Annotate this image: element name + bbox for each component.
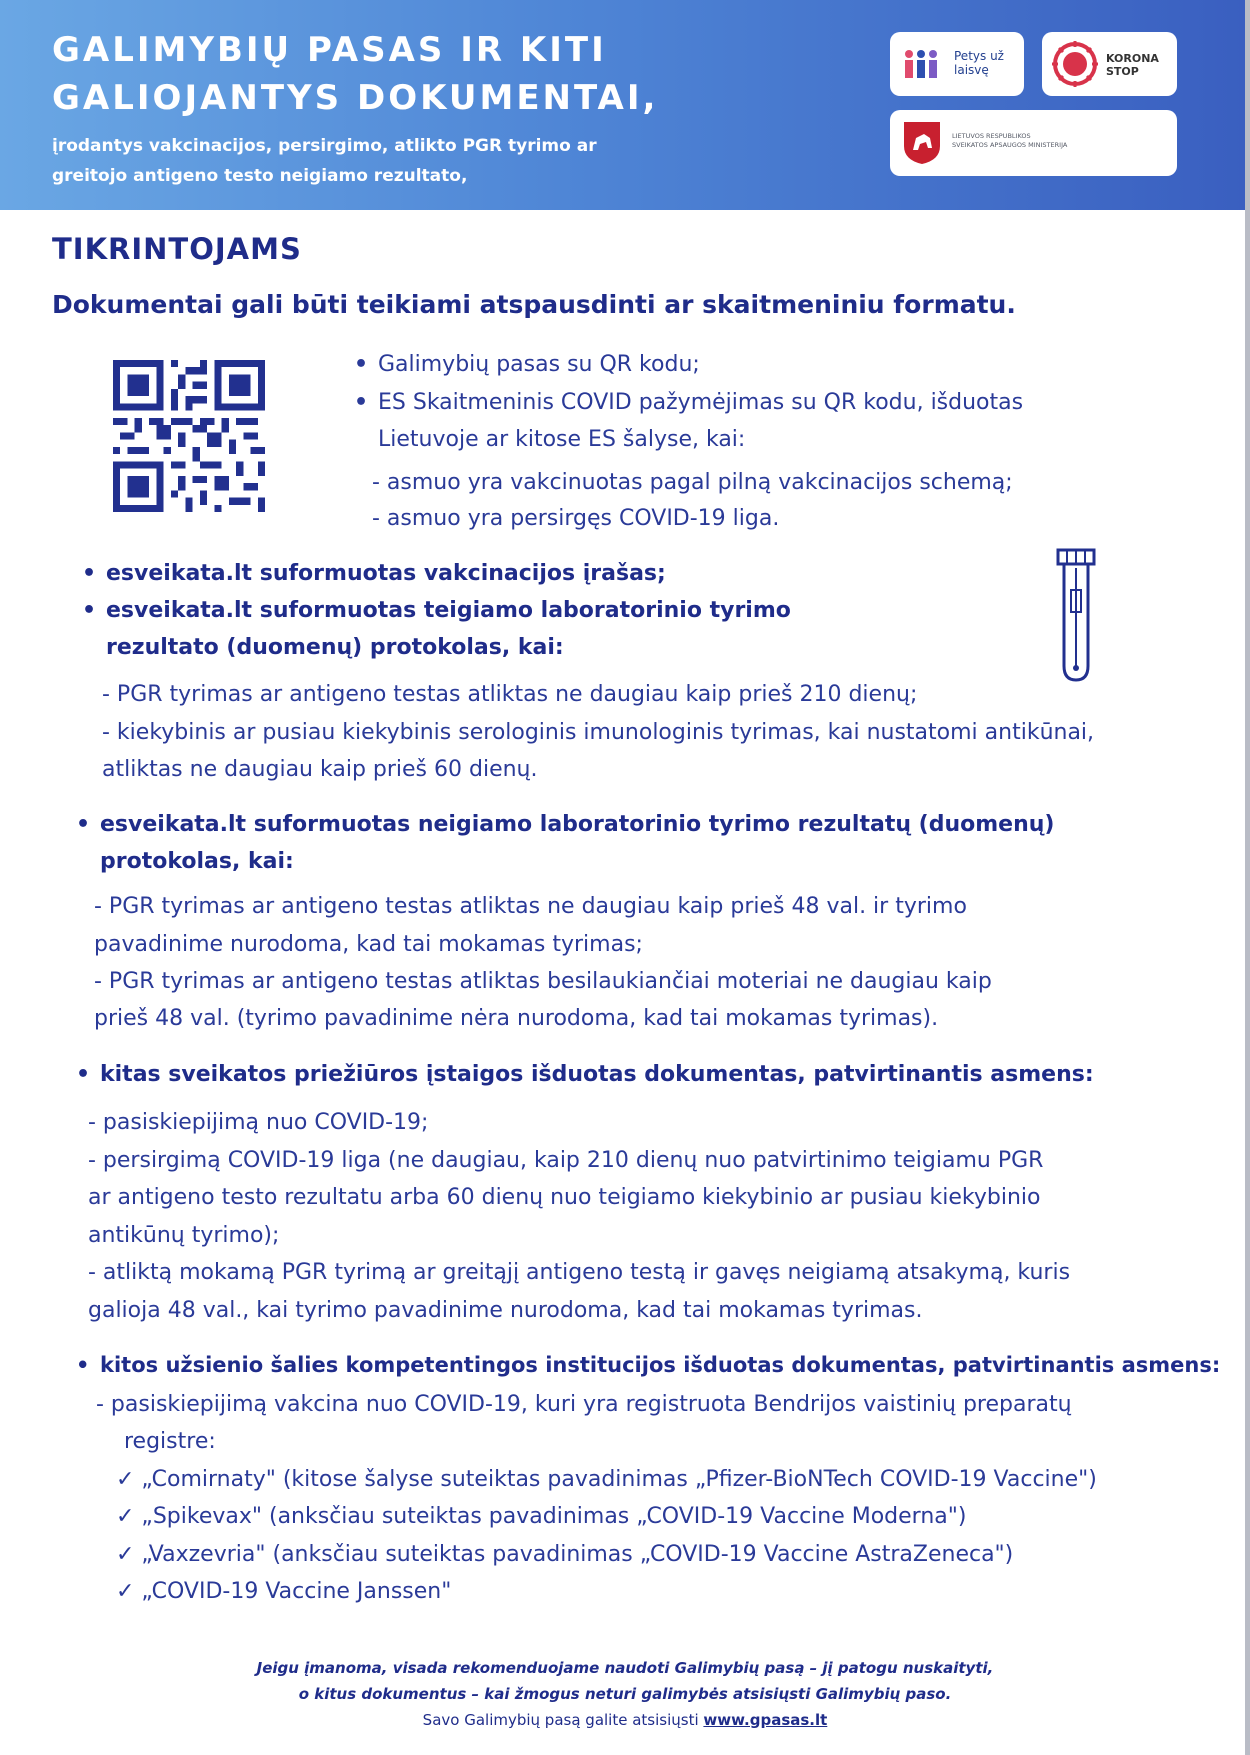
- negative-dash-1-line1: - PGR tyrimas ar antigeno testas atliktas ne daugiau kaip prieš 48 val. ir tyrimo: [94, 894, 967, 919]
- qr-bullet-1: • Galimybių pasas su QR kodu;: [378, 350, 700, 380]
- institution-dash-3-line2: galioja 48 val., kai tyrimo pavadinime nurodoma, kad tai mokamas tyrimas.: [88, 1298, 923, 1323]
- qr-code-icon: [113, 360, 265, 512]
- institution-dash-2-line1: - persirgimą COVID-19 liga (ne daugiau, kaip 210 dienų nuo patvirtinimo teigiamu PGR: [88, 1148, 1044, 1173]
- header-subtitle-line2: greitojo antigeno testo neigiamo rezultato,: [52, 166, 468, 186]
- people-icon: [902, 46, 946, 82]
- foreign-dash-line2: registre:: [124, 1429, 216, 1454]
- vaccine-item: ✓ „Spikevax" (anksčiau suteiktas pavadinimas „COVID-19 Vaccine Moderna"): [116, 1504, 967, 1529]
- header-subtitle-line1: įrodantys vakcinacijos, persirgimo, atlikto PGR tyrimo ar: [52, 136, 597, 156]
- qr-dash-1: - asmuo yra vakcinuotas pagal pilną vakcinacijos schemą;: [372, 470, 1013, 495]
- ministry-logo: [890, 110, 1177, 176]
- korona-stop-icon: [1052, 41, 1098, 87]
- header-title-line1: GALIMYBIŲ PASAS IR KITI: [52, 30, 607, 70]
- esveikata-dash-2-line2: atliktas ne daugiau kaip prieš 60 dienų.: [102, 757, 538, 782]
- foreign-bullet: • kitos užsienio šalies kompetentingos institucijos išduotas dokumentas, patvirtinantis asmens:: [100, 1350, 1220, 1380]
- esveikata-bullet-1: • esveikata.lt suformuotas vakcinacijos įrašas;: [106, 559, 666, 589]
- logo1-text-line2: laisvę: [954, 63, 989, 77]
- institution-dash-3-line1: - atliktą mokamą PGR tyrimą ar greitąjį antigeno testą ir gavęs neigiamą atsakymą, kuris: [88, 1260, 1071, 1285]
- esveikata-dash-1: - PGR tyrimas ar antigeno testas atliktas ne daugiau kaip prieš 210 dienų;: [102, 682, 918, 707]
- negative-dash-2-line2: prieš 48 val. (tyrimo pavadinime nėra nurodoma, kad tai mokamas tyrimas).: [94, 1006, 939, 1031]
- institution-dash-1: - pasiskiepijimą nuo COVID-19;: [88, 1110, 429, 1135]
- qr-bullet-2-line2: Lietuvoje ar kitose ES šalyse, kai:: [378, 427, 746, 452]
- vaccine-item: ✓ „COVID-19 Vaccine Janssen": [116, 1579, 452, 1604]
- header-banner: [0, 0, 1245, 210]
- qr-dash-2: - asmuo yra persirgęs COVID-19 liga.: [372, 506, 780, 531]
- header-title-line2: GALIOJANTYS DOKUMENTAI,: [52, 78, 659, 118]
- korona-stop-logo: [1042, 32, 1177, 96]
- logo2-text-line1: KORONA: [1106, 52, 1159, 65]
- gpasas-link[interactable]: www.gpasas.lt: [703, 1711, 828, 1729]
- qr-bullet-2-line1: • ES Skaitmeninis COVID pažymėjimas su QR kodu, išduotas: [378, 388, 1023, 418]
- page-edge: [1245, 0, 1250, 1755]
- footer-line-1: Jeigu įmanoma, visada rekomenduojame naudoti Galimybių pasą – jį patogu nuskaityti,: [256, 1659, 994, 1677]
- section-title: TIKRINTOJAMS: [52, 232, 302, 266]
- esveikata-dash-2-line1: - kiekybinis ar pusiau kiekybinis serologinis imunologinis tyrimas, kai nustatomi antikūnai,: [102, 720, 1095, 745]
- logo2-text-line2: STOP: [1106, 65, 1139, 78]
- foreign-dash-line1: - pasiskiepijimą vakcina nuo COVID-19, kuri yra registruota Bendrijos vaistinių preparatų: [96, 1392, 1072, 1417]
- institution-dash-2-line3: antikūnų tyrimo);: [88, 1223, 280, 1248]
- negative-dash-1-line2: pavadinime nurodoma, kad tai mokamas tyrimas;: [94, 932, 643, 957]
- logo1-text-line1: Petys už: [954, 49, 1004, 63]
- esveikata-bullet-2-line2: rezultato (duomenų) protokolas, kai:: [106, 635, 564, 660]
- negative-dash-2-line1: - PGR tyrimas ar antigeno testas atliktas besilaukiančiai moteriai ne daugiau kaip: [94, 969, 992, 994]
- logo3-text-line2: SVEIKATOS APSAUGOS MINISTERIJA: [952, 141, 1068, 149]
- footer-line-3-prefix: Savo Galimybių pasą galite atsisiųsti: [422, 1711, 704, 1729]
- test-tube-icon: [1054, 548, 1098, 684]
- vaccine-item: ✓ „Vaxzevria" (anksčiau suteiktas pavadinimas „COVID-19 Vaccine AstraZeneca"): [116, 1542, 1014, 1567]
- petys-logo: [890, 32, 1024, 96]
- footer-line-2: o kitus dokumentus – kai žmogus neturi galimybės atsisiųsti Galimybių paso.: [298, 1685, 952, 1703]
- esveikata-bullet-2-line1: • esveikata.lt suformuotas teigiamo laboratorinio tyrimo: [106, 596, 791, 626]
- institution-dash-2-line2: ar antigeno testo rezultatu arba 60 dienų nuo teigiamo kiekybinio ar pusiau kiekybinio: [88, 1185, 1041, 1210]
- negative-bullet-line2: protokolas, kai:: [100, 849, 294, 874]
- negative-bullet-line1: • esveikata.lt suformuotas neigiamo laboratorinio tyrimo rezultatų (duomenų): [100, 810, 1054, 840]
- vaccine-item: ✓ „Comirnaty" (kitose šalyse suteiktas pavadinimas „Pfizer-BioNTech COVID-19 Vaccine"): [116, 1467, 1097, 1492]
- lead-text: Dokumentai gali būti teikiami atspausdinti ar skaitmeniniu formatu.: [52, 290, 1016, 319]
- footer-line-3: [0, 1709, 1250, 1731]
- institution-bullet: • kitas sveikatos priežiūros įstaigos išduotas dokumentas, patvirtinantis asmens:: [100, 1060, 1094, 1090]
- logo3-text-line1: LIETUVOS RESPUBLIKOS: [952, 132, 1031, 140]
- lithuania-coat-of-arms-icon: [902, 120, 942, 166]
